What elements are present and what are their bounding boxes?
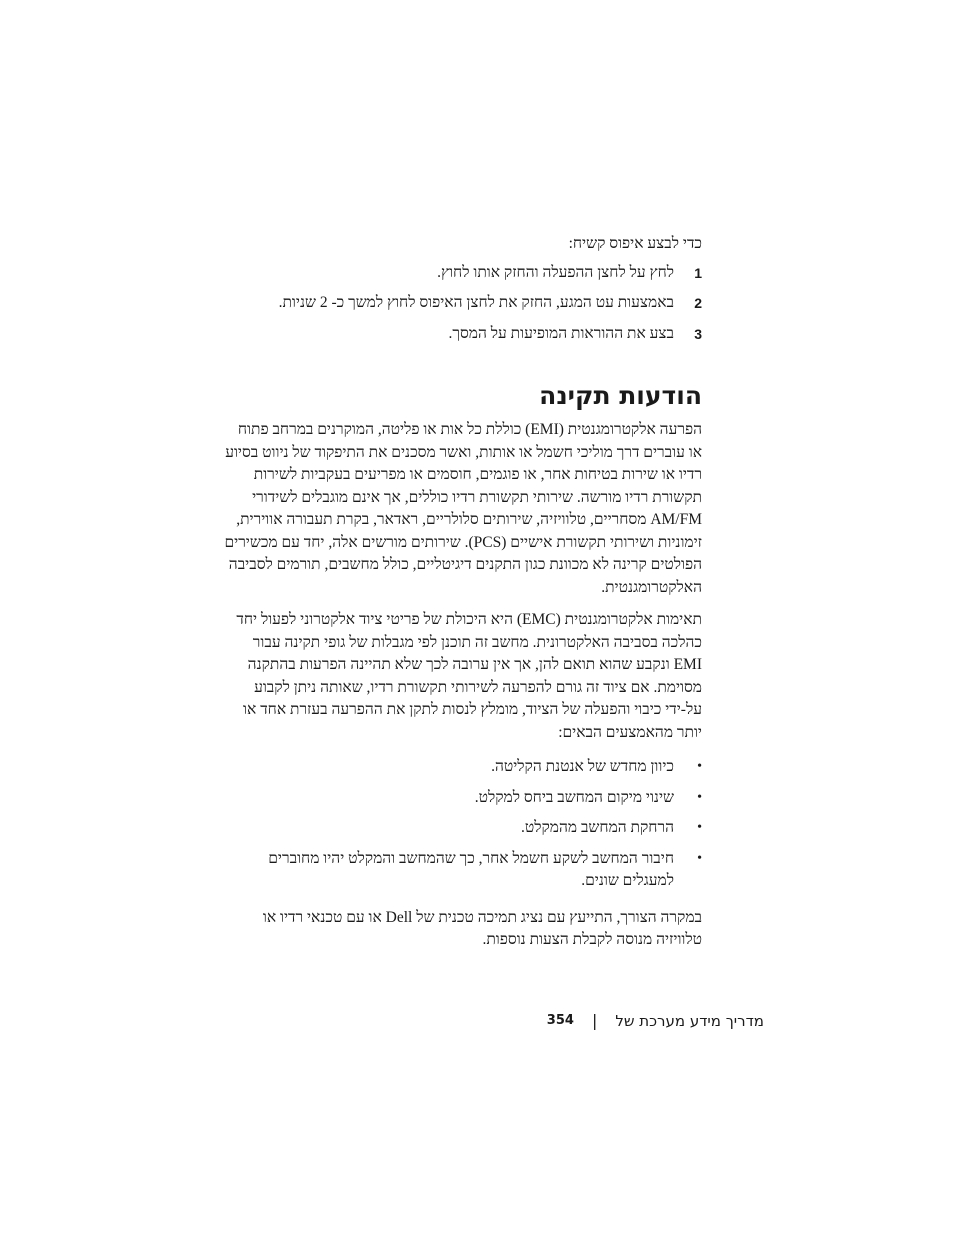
step-item xyxy=(222,262,702,285)
list-item-text: הרחקת המחשב מהמקלט. xyxy=(521,819,674,836)
step-number: 2 xyxy=(694,295,702,311)
step-item xyxy=(222,292,702,315)
closing-paragraph: במקרה הצורך, התייעץ עם נציג תמיכה טכנית של Dell או עם טכנאי רדיו או טלוויזיה מנוסה לקבלת הצעות נוספות. xyxy=(262,908,702,948)
page-footer xyxy=(547,1011,764,1030)
step-text: לחץ על לחצן ההפעלה והחזק אותו לחוץ. xyxy=(437,263,674,281)
list-item xyxy=(222,787,702,810)
footer-separator: | xyxy=(591,1011,598,1030)
step-text: בצע את ההוראות המופיעות על המסך. xyxy=(448,324,674,342)
footer-title: מדריך מידע מערכת של xyxy=(615,1011,764,1030)
bullet-icon: • xyxy=(697,759,702,774)
page-number: 354 xyxy=(546,1013,574,1028)
list-item-text: שינוי מיקום המחשב ביחס למקלט. xyxy=(474,788,674,806)
list-item xyxy=(222,848,702,893)
main-content xyxy=(222,233,702,952)
bullet-icon: • xyxy=(697,850,702,866)
step-number: 1 xyxy=(694,264,702,281)
emi-paragraph: הפרעה אלקטרומגנטית (EMI) כוללת כל אות או פליטה, המוקרנים במרחב פתוח או עוברים דרך מוליכי חשמל או אותות, ואשר מסכנים את התיפקוד של ניווט בסיוע רדיו או שירות בטיחות אחר, או פוגמים, חוסמים או מפריעים בעקביות לשירות תקשורת רדיו מורשה. שירותי תקשורת רדיו כוללים, אך אינם מוגבלים לשידורי AM/FM מסחריים, טלוויזיה, שירותים סלולריים, ראדאר, בקרת תעבורה אווירית, זימוניות ושירותי תקשורת אישיים (PCS). שירותים מורשים אלה, יחד עם מכשירים הפולטים קרינה לא מכוונת כגון התקנים דיגיטליים, כולל מחשבים, תורמים לסביבה האלקטרומגנטית. xyxy=(224,421,702,596)
list-item-text: כיוון מחדש של אנטנת הקליטה. xyxy=(491,758,674,775)
hard-reset-intro: כדי לבצע איפוס קשיח: xyxy=(568,235,702,252)
emc-paragraph: תאימות אלקטרומגנטית (EMC) היא היכולת של פריטי ציוד אלקטרוני לפעול יחד כהלכה בסביבה האלקטרונית. מחשב זה תוכנן לפי מגבלות של גופי תקינה עבור EMI ונקבע שהוא תואם להן, אך אין ערובה לכך שלא תהיינה הפרעות בהתקנה מסוימת. אם ציוד זה גורם להפרעה לשירותי תקשורת רדיו, שאותה ניתן לקבוע על-ידי כיבוי והפעלה של הציוד, מומלץ לנסות לתקן את ההפרעה בעזרת אחד או יותר מהאמצעים הבאים: xyxy=(236,611,702,741)
hard-reset-steps xyxy=(222,262,702,346)
list-item xyxy=(222,817,702,840)
remedy-list xyxy=(222,756,702,893)
step-item xyxy=(222,323,702,346)
step-text: באמצעות עט המגע, החזק את לחצן האיפוס לחוץ למשך כ- 2 שניות. xyxy=(278,294,674,311)
bullet-icon: • xyxy=(697,789,702,805)
bullet-icon: • xyxy=(697,820,702,835)
list-item xyxy=(222,756,702,779)
step-number: 3 xyxy=(694,325,702,342)
list-item-text: חיבור המחשב לשקע חשמל אחר, כך שהמחשב והמקלט יהיו מחוברים למעגלים שונים. xyxy=(268,849,674,889)
section-heading: הודעות תקינה xyxy=(539,381,702,410)
